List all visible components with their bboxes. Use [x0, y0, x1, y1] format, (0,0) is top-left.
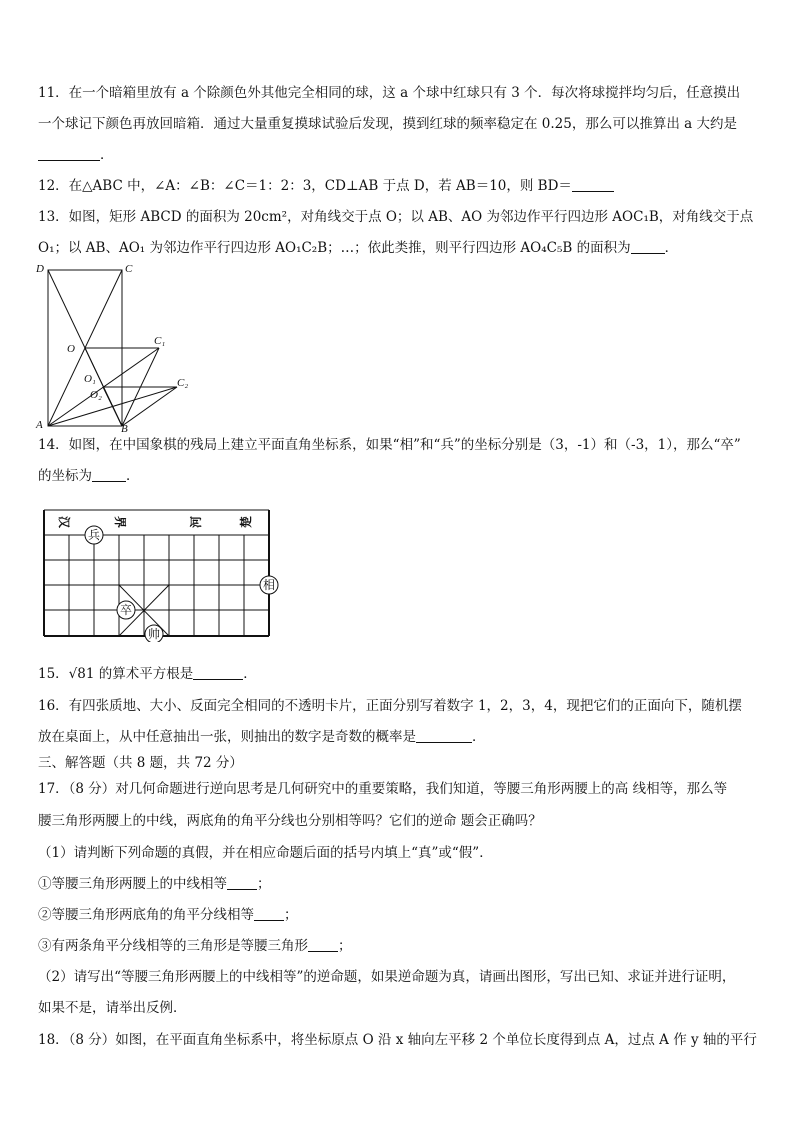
q15-end: ．	[243, 666, 257, 682]
q17-part2-line2: 如果不是，请举出反例．	[38, 1000, 187, 1016]
piece-bing	[85, 526, 103, 544]
segment-c2-b	[122, 387, 177, 426]
q13-text: O₁；以 AB、AO₁ 为邻边作平行四边形 AO₁C₂B；…；依此类推，则平行四边形 AO₄C₅B 的面积为	[38, 240, 631, 256]
river-label-he: 河	[189, 515, 203, 528]
q17-item3-text: ③有两条角平分线相等的三角形是等腰三角形	[38, 938, 308, 954]
answer-blank	[254, 906, 284, 921]
q13-line2	[38, 239, 678, 257]
q12-line	[38, 177, 614, 195]
q17-item3-end: ；	[338, 938, 352, 954]
label-b: B	[121, 423, 128, 432]
q16-end: ．	[472, 729, 486, 745]
q12-text: 12．在△ABC 中，∠A：∠B：∠C＝1：2：3，CD⊥AB 于点 D，若 AB＝10，则 BD＝	[38, 178, 572, 194]
diagonal-o1-b	[103, 387, 122, 426]
q11-line2: 一个球记下颜色再放回暗箱．通过大量重复摸球试验后发现，摸到红球的频率稳定在 0.25，那么可以推算出 a 大约是	[38, 116, 737, 132]
label-c2: C₂	[177, 377, 189, 389]
answer-blank	[38, 146, 100, 161]
q17-item1	[38, 875, 271, 893]
q17-part2-line1: （2）请写出“等腰三角形两腰上的中线相等”的逆命题，如果逆命题为真，请画出图形，写出已知、求证并进行证明，	[38, 969, 736, 985]
piece-shuai-label: 帅	[147, 627, 161, 641]
piece-zu-label: 卒	[119, 603, 133, 617]
q17-item2-end: ；	[284, 907, 298, 923]
q15-text: 15．√81 的算术平方根是	[38, 666, 194, 682]
piece-xiang	[260, 576, 278, 594]
river-label-chu: 楚	[239, 515, 253, 528]
answer-blank	[416, 728, 472, 743]
q17-item1-text: ①等腰三角形两腰上的中线相等	[38, 876, 227, 892]
q17-item3	[38, 937, 352, 955]
q11-line1: 11．在一个暗箱里放有 a 个除颜色外其他完全相同的球，这 a 个球中红球只有 3 个．每次将球搅拌均匀后，任意摸出	[38, 85, 741, 101]
label-c1: C₁	[154, 335, 166, 347]
q17-part1: （1）请判断下列命题的真假，并在相应命题后面的括号内填上“真”或“假”．	[38, 845, 493, 861]
label-o1: O₁	[84, 373, 96, 385]
q13-rectangle-figure	[34, 260, 204, 432]
q14-text: 的坐标为	[38, 468, 92, 484]
label-c: C	[125, 263, 133, 275]
section-title: 三、解答题（共 8 题，共 72 分）	[38, 755, 243, 771]
q17-item1-end: ；	[257, 876, 271, 892]
q16-text: 放在桌面上，从中任意抽出一张，则抽出的数字是奇数的概率是	[38, 729, 416, 745]
answer-blank	[92, 467, 126, 482]
label-o2: O₂	[90, 389, 102, 401]
label-a: A	[36, 419, 43, 431]
q18-line1: 18．（8 分）如图，在平面直角坐标系中，将坐标原点 O 沿 x 轴向左平移 2 个单位长度得到点 A，过点 A 作 y 轴的平行	[38, 1032, 757, 1048]
answer-blank	[572, 177, 614, 192]
label-o: O	[67, 343, 75, 355]
q17-line2: 腰三角形两腰上的中线，两底角的角平分线也分别相等吗？它们的逆命 题会正确吗？	[38, 813, 542, 829]
chess-board-figure	[42, 508, 280, 642]
answer-blank	[193, 665, 243, 680]
q15-line	[38, 665, 257, 683]
q17-line1: 17．（8 分）对几何命题进行逆向思考是几何研究中的重要策略，我们知道，等腰三角形两腰上的高 线相等，那么等	[38, 781, 728, 797]
answer-blank	[227, 875, 257, 890]
river-label-jie: 界	[113, 516, 127, 529]
q14-line2	[38, 467, 140, 485]
piece-bing-label: 兵	[87, 528, 101, 542]
q11-end: ．	[100, 147, 114, 163]
answer-blank	[631, 239, 665, 254]
q16-line2	[38, 728, 486, 746]
answer-blank	[308, 937, 338, 952]
q16-line1: 16．有四张质地、大小、反面完全相同的不透明卡片，正面分别写着数字 1，2，3，4，现把它们的正面向下，随机摆	[38, 698, 742, 714]
piece-shuai	[145, 625, 163, 642]
piece-xiang-label: 相	[262, 578, 276, 592]
piece-zu	[117, 601, 135, 619]
label-d: D	[36, 263, 44, 275]
river-label-han: 汉	[57, 516, 71, 529]
q17-item2	[38, 906, 298, 924]
q14-end: ．	[126, 468, 140, 484]
q13-end: ．	[664, 240, 679, 256]
q14-line1: 14．如图，在中国象棋的残局上建立平面直角坐标系，如果“相”和“兵”的坐标分别是（3，-1）和（-3，1），那么“卒”	[38, 437, 741, 453]
q11-line3	[38, 146, 114, 164]
q17-item2-text: ②等腰三角形两底角的角平分线相等	[38, 907, 254, 923]
q13-line1: 13．如图，矩形 ABCD 的面积为 20cm²，对角线交于点 O；以 AB、AO 为邻边作平行四边形 AOC₁B，对角线交于点	[38, 209, 754, 225]
